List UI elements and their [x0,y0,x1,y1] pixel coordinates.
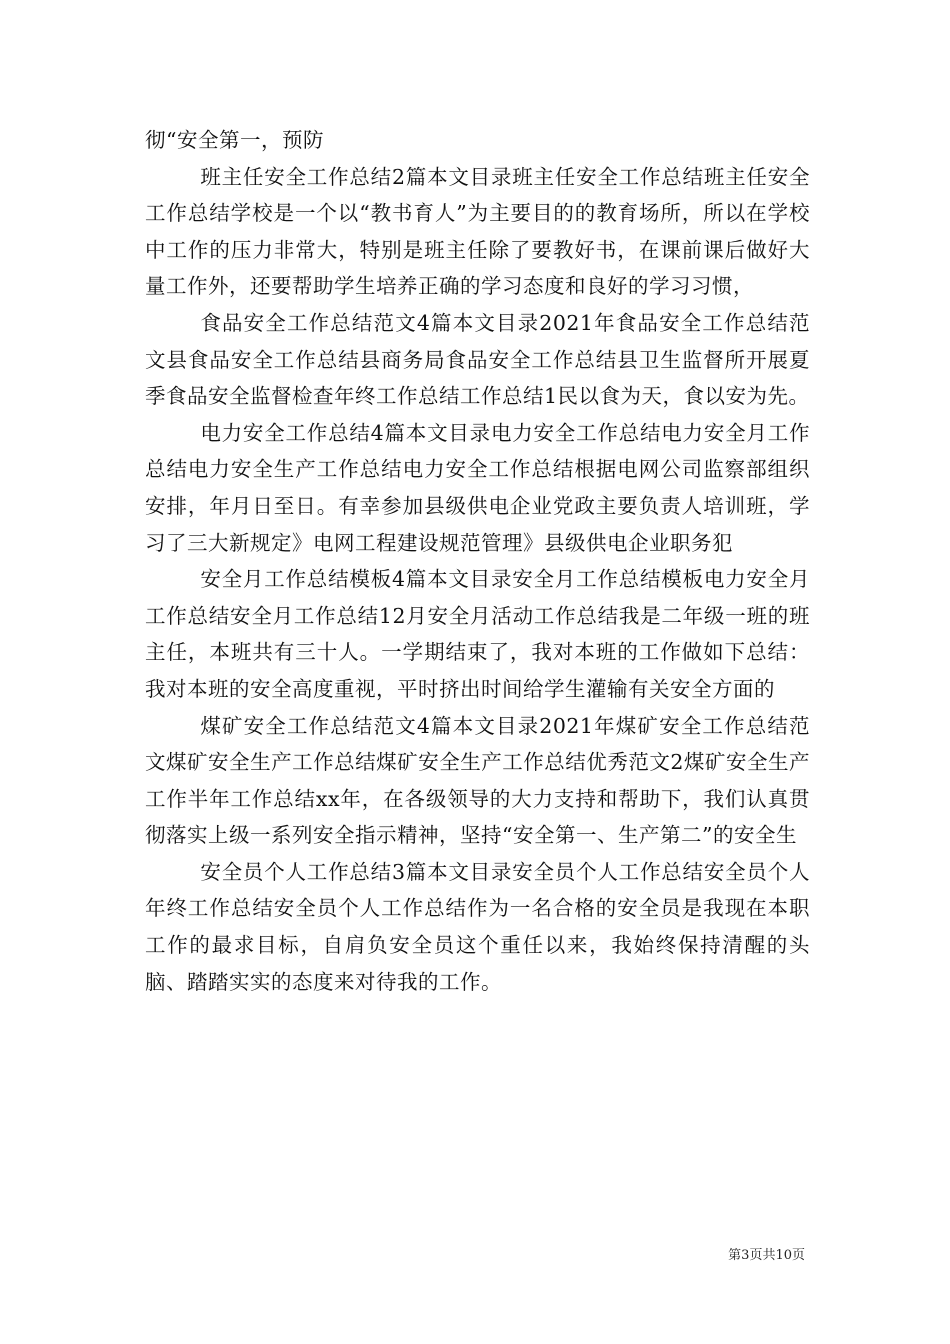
paragraph-safety-month: 安全月工作总结模板4篇本文目录安全月工作总结模板电力安全月工作总结安全月工作总结12月安全月活动工作总结我是二年级一班的班主任，本班共有三十人。一学期结束了，我对本班的工作做如下总结：我对本班的安全高度重视，平时挤出时间给学生灌输有关安全方面的 [145,567,810,701]
paragraph-food-safety: 食品安全工作总结范文4篇本文目录2021年食品安全工作总结范文县食品安全工作总结县商务局食品安全工作总结县卫生监督所开展夏季食品安全监督检查年终工作总结工作总结1民以食为天，食以安为先。 [145,310,810,409]
paragraph-class-teacher-safety: 班主任安全工作总结2篇本文目录班主任安全工作总结班主任安全工作总结学校是一个以“教书育人”为主要目的的教育场所，所以在学校中工作的压力非常大，特别是班主任除了要教好书，在课前课后做好大量工作外，还要帮助学生培养正确的学习态度和良好的学习习惯， [145,164,810,299]
paragraph-power-safety: 电力安全工作总结4篇本文目录电力安全工作总结电力安全月工作总结电力安全生产工作总结电力安全工作总结根据电网公司监察部组织安排，年月日至日。有幸参加县级供电企业党政主要负责人培训班，学习了三大新规定》电网工程建设规范管理》县级供电企业职务犯 [145,420,810,555]
paragraph-safety-officer: 安全员个人工作总结3篇本文目录安全员个人工作总结安全员个人年终工作总结安全员个人工作总结作为一名合格的安全员是我现在本职工作的最求目标，自肩负安全员这个重任以来，我始终保持清醒的头脑、踏踏实实的态度来对待我的工作。 [145,859,810,994]
document-body [145,122,810,1000]
paragraph-continuation: 彻“安全第一，预防 [145,128,324,152]
page-number: 第3页共10页 [728,1248,805,1263]
paragraph-coal-mine-safety: 煤矿安全工作总结范文4篇本文目录2021年煤矿安全工作总结范文煤矿安全生产工作总结煤矿安全生产工作总结优秀范文2煤矿安全生产工作半年工作总结xx年，在各级领导的大力支持和帮助下，我们认真贯彻落实上级一系列安全指示精神，坚持“安全第一、生产第二”的安全生 [145,713,810,848]
